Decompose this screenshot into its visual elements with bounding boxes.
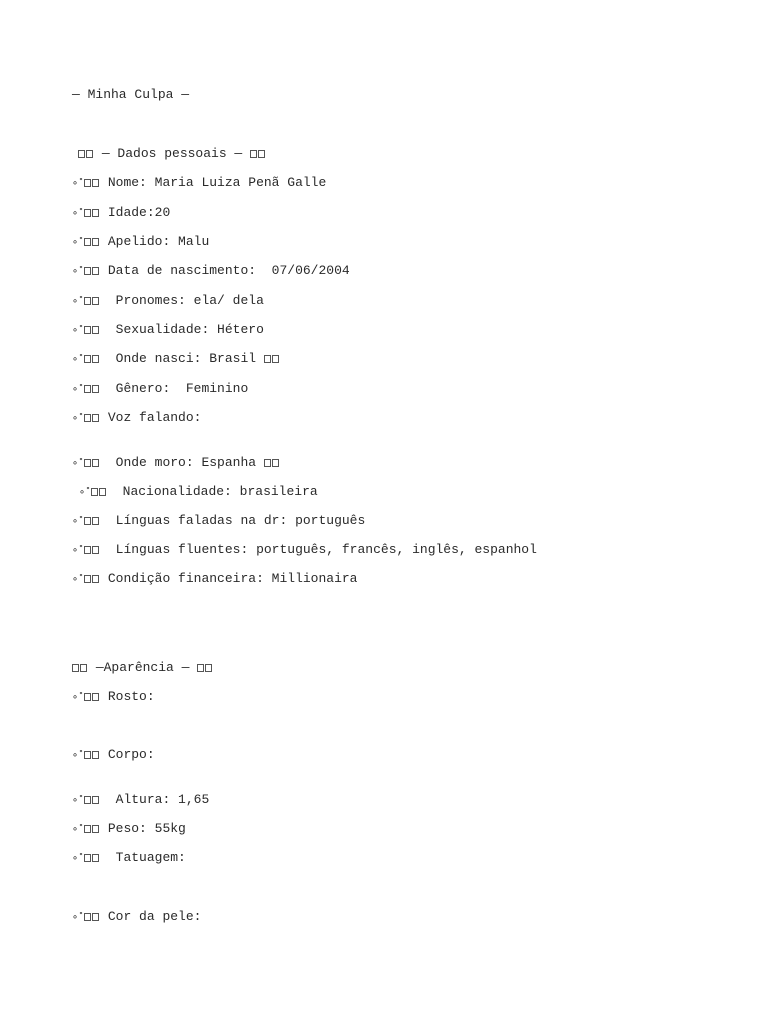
list-item-weight: ∘˚ Peso: 55kg bbox=[72, 821, 186, 836]
list-item-pronouns: ∘˚ Pronomes: ela/ dela bbox=[72, 293, 264, 308]
list-item-languages-spoken: ∘˚ Línguas faladas na dr: português bbox=[72, 513, 366, 528]
list-item-birthplace: ∘˚ Onde nasci: Brasil bbox=[72, 351, 280, 369]
list-item-gender: ∘˚ Gênero: Feminino bbox=[72, 381, 249, 396]
list-item-residence: ∘˚ Onde moro: Espanha bbox=[72, 455, 280, 473]
list-item-body: ∘˚ Corpo: bbox=[72, 747, 155, 762]
list-item-birthdate: ∘˚ Data de nascimento: 07/06/2004 bbox=[72, 263, 350, 278]
list-item-age: ∘˚ Idade:20 bbox=[72, 205, 171, 220]
document-title: — Minha Culpa — bbox=[72, 87, 190, 102]
list-item-financial-condition: ∘˚ Condição financeira: Millionaira bbox=[72, 571, 358, 586]
list-item-height: ∘˚ Altura: 1,65 bbox=[72, 792, 210, 807]
list-item-tattoo: ∘˚ Tatuagem: bbox=[72, 850, 186, 865]
list-item-sexuality: ∘˚ Sexualidade: Hétero bbox=[72, 322, 264, 337]
list-item-languages-fluent: ∘˚ Línguas fluentes: português, francês, inglês, espanhol bbox=[72, 542, 537, 557]
list-item-nationality: ∘˚ Nacionalidade: brasileira bbox=[79, 484, 318, 499]
list-item-name: ∘˚ Nome: Maria Luiza Penã Galle bbox=[72, 175, 327, 190]
list-item-nickname: ∘˚ Apelido: Malu bbox=[72, 234, 210, 249]
list-item-skin-color: ∘˚ Cor da pele: bbox=[72, 909, 202, 924]
list-item-face: ∘˚ Rosto: bbox=[72, 689, 155, 704]
list-item-voice: ∘˚ Voz falando: bbox=[72, 410, 202, 425]
section-heading-appearance: —Aparência — bbox=[72, 660, 213, 676]
section-heading-personal: — Dados pessoais — bbox=[78, 146, 266, 162]
